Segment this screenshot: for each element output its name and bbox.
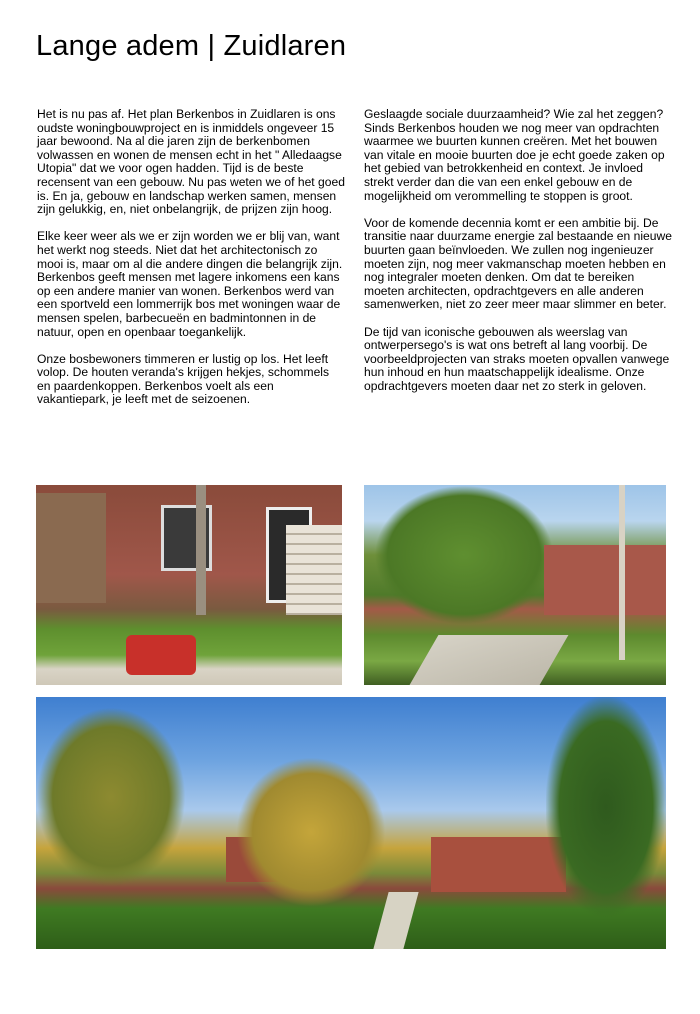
- photo-houses-birches: [364, 485, 666, 685]
- paragraph: Voor de komende decennia komt er een ambitie bij. De transitie naar duurzame energie zal bestaande en nieuwe buurten gaan beïnvloeden. We zullen nog ingenieuzer moeten zijn, nog meer vakmanschap moeten hebben en nog integraler moeten denken. Om dat te bereiken moeten architecten, opdrachtgevers en alle anderen samenwerken, niet zo zeer meer maar slimmer en beter.: [364, 215, 672, 312]
- photo-panorama-berkenbos: [36, 697, 666, 949]
- text-column-left: [37, 108, 345, 421]
- paragraph: Het is nu pas af. Het plan Berkenbos in Zuidlaren is ons oudste woningbouwproject en is inmiddels ongeveer 15 jaar bewoond. Na al die jaren zijn de berkenbomen volwassen en wonen de mensen echt in het " Alledaagse Utopia" dat we voor ogen hadden. Tijd is de beste recensent van een gebouw. Nu pas weten we of het goed is. En ja, gebouw en landschap werken samen, mensen zijn gelukkig, en, niet onbelangrijk, de prijzen zijn hoog.: [37, 107, 345, 217]
- page-title: Lange adem | Zuidlaren: [36, 30, 347, 62]
- paragraph: De tijd van iconische gebouwen als weerslag van ontwerpersego's is wat ons betreft al lang voorbij. De voorbeeldprojecten van straks moeten opvallen vanwege hun inhoud en hun maatschappelijk idealisme. Onze opdrachtgevers moeten daar net zo sterk in geloven.: [364, 324, 670, 393]
- paragraph: Onze bosbewoners timmeren er lustig op los. Het leeft volop. De houten veranda's krijgen hekjes, schommels en paardenkoppen. Berkenbos voelt als een vakantiepark, je leeft met de seizoenen.: [37, 351, 330, 407]
- photo-residents-garden: [36, 485, 342, 685]
- paragraph: Geslaagde sociale duurzaamheid? Wie zal het zeggen? Sinds Berkenbos houden we nog meer van opdrachten waarmee we buurten kunnen creëren. Met het bouwen van vitale en mooie buurten doe je echt goede zaken op het gebied van betrokkenheid en context. Je invloed strekt verder dan die van een enkel gebouw en de mogelijkheid om verommelling te stoppen is groot.: [364, 107, 665, 203]
- paragraph: Elke keer weer als we er zijn worden we er blij van, want het werkt nog steeds. Niet dat het architectonisch zo mooi is, maar om al die andere dingen die belangrijk zijn. Berkenbos geeft mensen met lagere inkomens een kans op een andere manier van wonen. Berkenbos werd van een sportveld een lommerrijk bos met woningen waar de mensen spelen, barbecueën en badmintonnen in de natuur, open en openbaar toegankelijk.: [37, 229, 343, 339]
- text-column-right: [364, 108, 674, 407]
